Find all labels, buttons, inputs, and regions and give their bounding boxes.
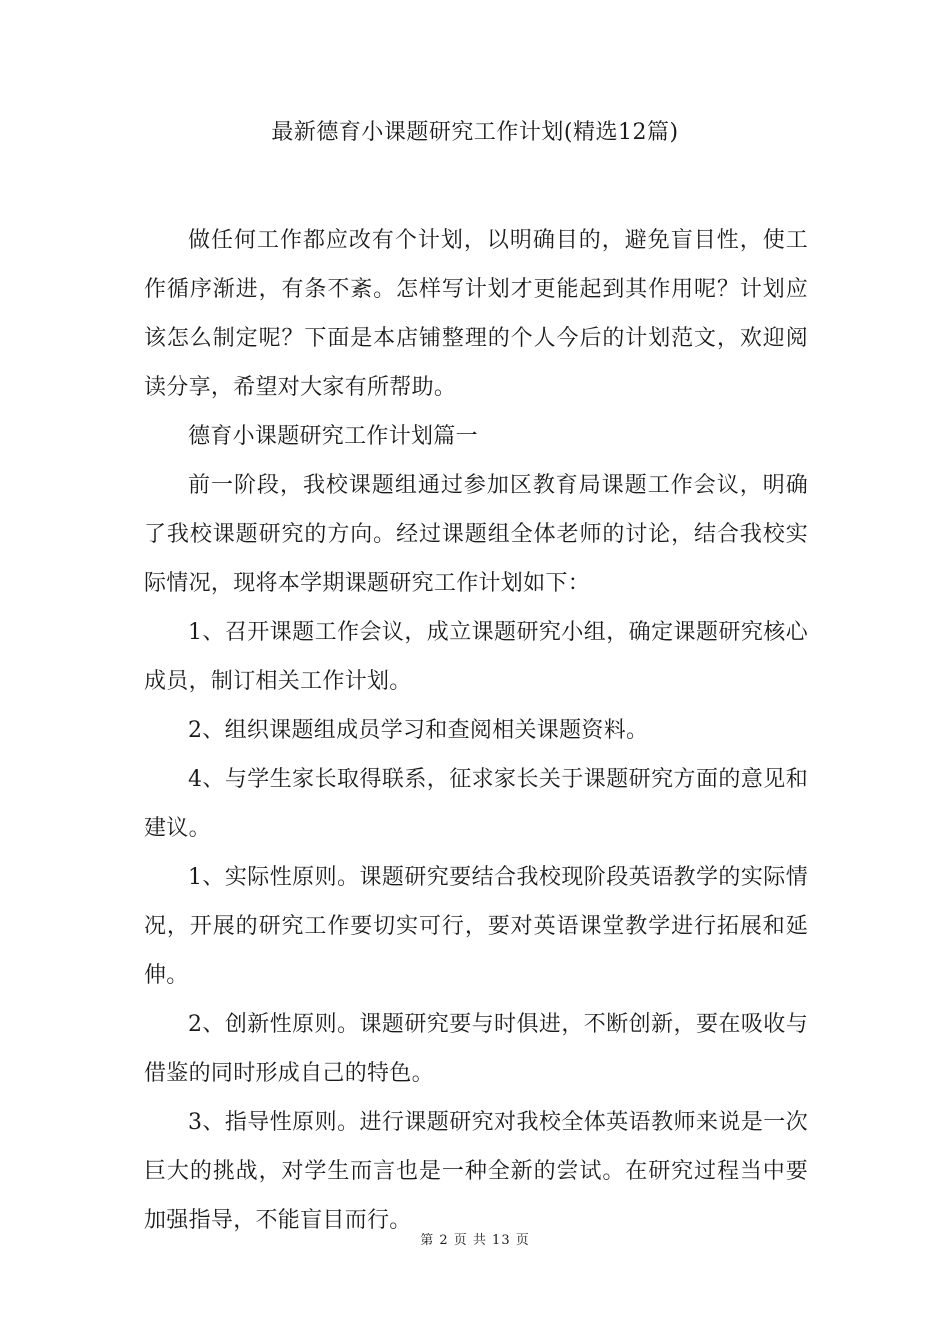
list-item: 4、与学生家长取得联系，征求家长关于课题研究方面的意见和建议。 bbox=[144, 767, 808, 841]
principle-item: 2、创新性原则。课题研究要与时俱进，不断创新，要在吸收与借鉴的同时形成自己的特色。 bbox=[144, 1012, 808, 1086]
page-number-footer: 第 2 页 共 13 页 bbox=[420, 1233, 530, 1248]
document-title: 最新德育小课题研究工作计划(精选12篇) bbox=[271, 120, 679, 145]
list-item: 1、召开课题工作会议，成立课题研究小组，确定课题研究核心成员，制订相关工作计划。 bbox=[144, 620, 808, 694]
intro-paragraph: 做任何工作都应改有个计划，以明确目的，避免盲目性，使工作循序渐进，有条不紊。怎样写计划才更能起到其作用呢？计划应该怎么制定呢？下面是本店铺整理的个人今后的计划范文，欢迎阅读分享，希望对大家有所帮助。 bbox=[144, 228, 808, 400]
section-heading: 德育小课题研究工作计划篇一 bbox=[188, 424, 478, 449]
list-item: 2、组织课题组成员学习和查阅相关课题资料。 bbox=[188, 718, 649, 743]
body-paragraph: 前一阶段，我校课题组通过参加区教育局课题工作会议，明确了我校课题研究的方向。经过课题组全体老师的讨论，结合我校实际情况，现将本学期课题研究工作计划如下： bbox=[144, 473, 808, 596]
document-body bbox=[144, 216, 808, 1245]
principle-item: 1、实际性原则。课题研究要结合我校现阶段英语教学的实际情况，开展的研究工作要切实可行，要对英语课堂教学进行拓展和延伸。 bbox=[144, 865, 808, 988]
principle-item: 3、指导性原则。进行课题研究对我校全体英语教师来说是一次巨大的挑战，对学生而言也是一种全新的尝试。在研究过程当中要加强指导，不能盲目而行。 bbox=[144, 1110, 808, 1233]
